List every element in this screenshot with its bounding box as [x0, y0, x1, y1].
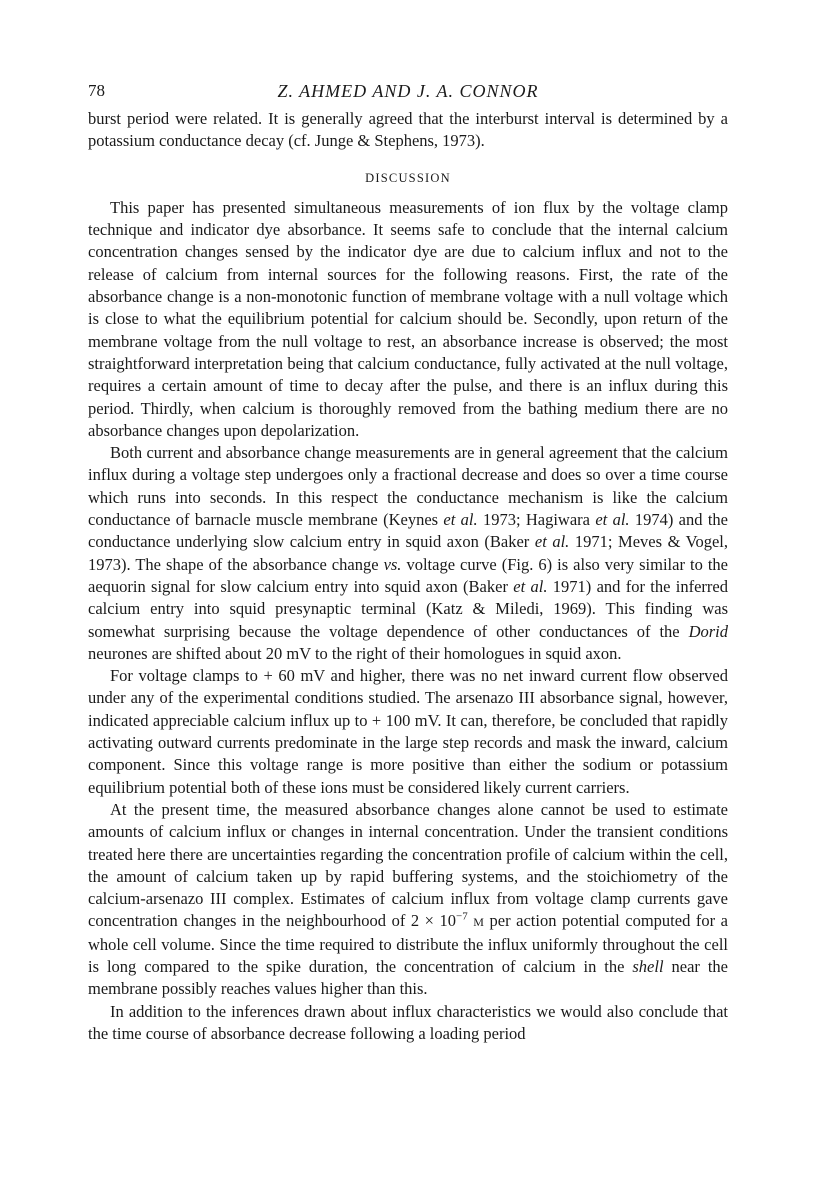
paragraph-4-text: At the present time, the measured absorbance changes alone cannot be used to estimate amounts of calcium influx or changes in internal concentration. Under the transient conditions treated here there are uncertainties regarding the concentration profile of calcium within the cell, the amount of calcium taken up by rapid buffering systems, and the stoichiometry of the calcium-arsenazo III complex. Estimates of calcium influx from voltage clamp currents gave concentration changes in the neighbourhood of 2 × 10: [88, 799, 728, 931]
paragraph-2: [88, 442, 728, 665]
paragraph-4-text: near the membrane possibly reaches values higher than this.: [88, 956, 728, 999]
paragraph-2-text: 1971) and for the inferred calcium entry into squid presynaptic terminal (Katz & Miledi, 1969). This finding was somewhat surprising because the voltage dependence of other conductances of the: [88, 576, 728, 641]
et-al-citation: et al.: [513, 576, 548, 596]
shell-italic: shell: [632, 956, 664, 976]
et-al-citation: et al.: [534, 532, 570, 552]
paragraph-3: For voltage clamps to + 60 mV and higher, there was no net inward current flow observed under any of the experimental conditions studied. The arsenazo III absorbance signal, however, indicated appreciable calcium influx up to + 100 mV. It can, therefore, be concluded that rapidly activating outward currents predominate in the large step records and mask the inward, calcium component. Since this voltage range is more positive than either the sodium or potassium equilibrium potential both of these ions must be considered likely current carriers.: [88, 666, 728, 797]
paragraph-2-text: neurones are shifted about 20 mV to the right of their homologues in squid axon.: [88, 643, 622, 663]
paragraph-2-text: Both current and absorbance change measurements are in general agreement that the calcium influx during a voltage step undergoes only a fractional decrease and does so over a time course which runs into seconds. In this respect the conductance mechanism is like the calcium conductance of barnacle muscle membrane (Keynes: [88, 443, 728, 530]
intro-paragraph: burst period were related. It is generally agreed that the interburst interval is determined by a potassium conductance decay (cf. Junge & Stephens, 1973).: [88, 109, 728, 151]
dorid-italic: Dorid: [688, 621, 728, 641]
section-heading: DISCUSSION: [365, 170, 451, 185]
paragraph-4-text: per action potential computed for a whole cell volume. Since the time required to distribute the influx uniformly throughout the cell is long compared to the spike duration, the concentration of calcium in the: [88, 911, 729, 976]
paragraph-4: [88, 799, 728, 1001]
paragraph-5: In addition to the inferences drawn about influx characteristics we would also conclude that the time course of absorbance decrease following a loading period: [88, 1001, 728, 1043]
versus-italic: vs.: [383, 554, 402, 574]
paragraph-1: This paper has presented simultaneous measurements of ion flux by the voltage clamp technique and indicator dye absorbance. It seems safe to conclude that the internal calcium concentration changes sensed by the indicator dye are due to calcium influx and not to the release of calcium from internal sources for the following reasons. First, the rate of the absorbance change is a non-monotonic function of membrane voltage with a null voltage which is close to what the equilibrium potential for calcium should be. Secondly, upon return of the membrane voltage from the null voltage to rest, an absorbance increase is observed; the most straightforward interpretation being that calcium conductance, fully activated at the null voltage, requires a certain amount of time to decay after the pulse, and there is an influx during this period. Thirdly, when calcium is thoroughly removed from the bathing medium there are no absorbance changes upon depolarization.: [88, 197, 728, 440]
molar-unit: M: [473, 915, 484, 930]
paragraph-2-text: voltage curve (Fig. 6) is also very similar to the aequorin signal for slow calcium entry into squid axon (Baker: [88, 554, 728, 596]
paragraph-2-text: 1971; Meves & Vogel, 1973). The shape of the absorbance change: [88, 532, 728, 574]
paragraph-2-text: 1973; Hagiwara: [477, 510, 596, 530]
et-al-citation: et al.: [595, 510, 630, 530]
page-header: [88, 80, 728, 104]
running-head: Z. AHMED AND J. A. CONNOR: [277, 81, 539, 101]
page-number: 78: [88, 81, 105, 100]
et-al-citation: et al.: [443, 510, 478, 530]
paragraph-2-text: 1974) and the conductance underlying slow calcium entry in squid axon (Baker: [88, 510, 728, 552]
journal-page: [88, 80, 728, 1045]
exponent: −7: [456, 910, 468, 923]
